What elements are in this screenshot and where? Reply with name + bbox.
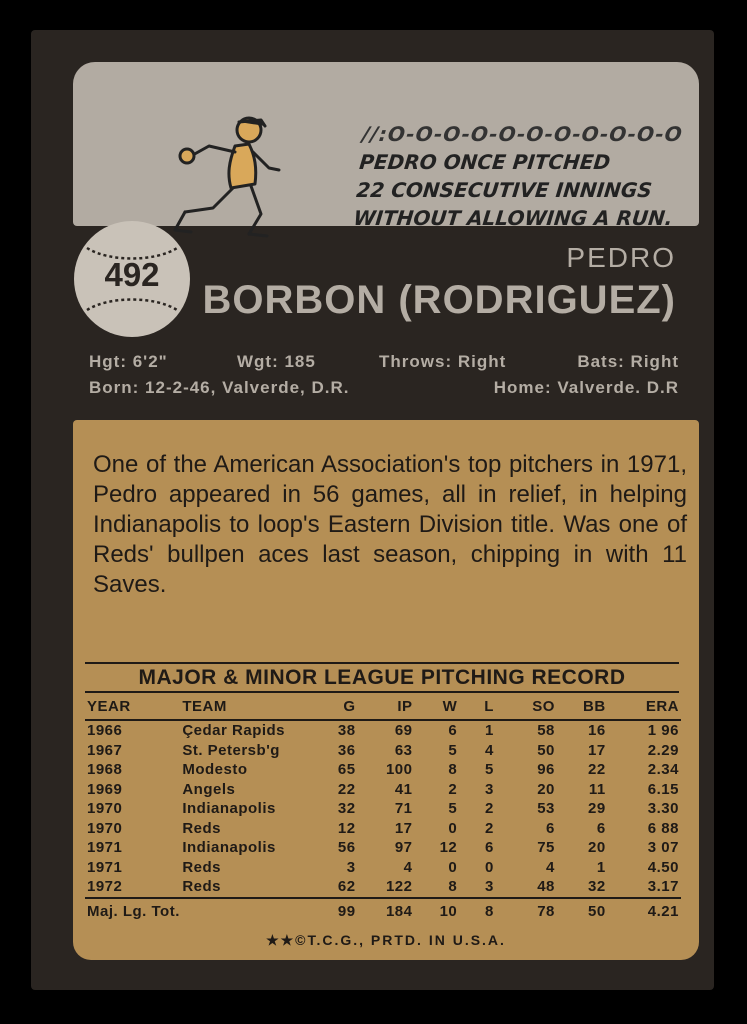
cell-ip: 100 (385, 761, 413, 779)
cell-bb: 22 (588, 761, 606, 779)
cell-bb: 32 (588, 878, 606, 896)
born: Born: 12-2-46, Valverde, D.R. (89, 378, 350, 397)
cell-total-label: Maj. Lg. Tot. (85, 898, 307, 922)
cell-year: 1967 (87, 741, 123, 759)
table-total-row (85, 898, 681, 922)
cell-g: 12 (337, 819, 356, 837)
cell-era: 2.29 (647, 741, 679, 759)
cell-so: 75 (537, 839, 555, 857)
pitching-record-table (85, 696, 681, 921)
cartoon-panel (73, 62, 699, 230)
cell-bb: 11 (588, 780, 606, 798)
cell-year: 1972 (87, 878, 123, 896)
height: Hgt: 6'2" (89, 352, 168, 371)
cell-bb: 6 (596, 819, 606, 837)
trivia-counter: //:O-O-O-O-O-O-O-O-O-O-O (361, 122, 685, 146)
cell-w: 8 (448, 878, 458, 896)
cell-bb: 17 (588, 741, 606, 759)
cell-era: 6 88 (647, 819, 679, 837)
cell-g: 62 (337, 878, 356, 896)
cell-ip: 97 (394, 839, 413, 857)
cell-ip: 4 (403, 858, 413, 876)
cell-w: 5 (448, 800, 458, 818)
cell-l: 3 (485, 878, 494, 896)
cell-l: 2 (485, 819, 494, 837)
cell-total-bb: 50 (557, 898, 608, 922)
cell-ip: 17 (394, 819, 413, 837)
cell-total-ip: 184 (358, 898, 415, 922)
header-so: SO (496, 696, 557, 720)
cell-ip: 41 (394, 780, 413, 798)
cell-team: Reds (182, 858, 222, 876)
cell-g: 36 (337, 741, 356, 759)
cell-total-so: 78 (496, 898, 557, 922)
cell-era: 3.30 (647, 800, 679, 818)
cell-ip: 71 (394, 800, 413, 818)
header-bb: BB (557, 696, 608, 720)
trivia-line: WITHOUT ALLOWING A RUN. (352, 206, 674, 230)
cell-g: 65 (337, 761, 356, 779)
bio-text: One of the American Association's top pitchers in 1971, Pedro appeared in 56 games, all in relief, in helping Indianapolis to loop's Eastern Division title. Was one of Reds' bullpen aces last season, chipping in with 11 Saves. (93, 451, 687, 598)
player-first-name: PEDRO (566, 242, 676, 273)
player-last-name: BORBON (RODRIGUEZ) (202, 278, 676, 322)
header-era: ERA (608, 696, 681, 720)
cell-year: 1970 (87, 819, 123, 837)
cell-era: 1 96 (647, 722, 679, 740)
table-body (85, 720, 681, 921)
cell-era: 2.34 (647, 761, 679, 779)
cell-team: Reds (182, 878, 222, 896)
header-ip: IP (358, 696, 415, 720)
cell-year: 1968 (87, 761, 123, 779)
copyright: ★★©T.C.G., PRTD. IN U.S.A. (266, 932, 506, 948)
cell-w: 8 (448, 761, 458, 779)
table-row (85, 760, 681, 780)
cell-total-g: 99 (307, 898, 358, 922)
header-w: W (415, 696, 460, 720)
table-row (85, 799, 681, 819)
cell-so: 58 (537, 722, 555, 740)
cell-year: 1969 (87, 780, 123, 798)
header-g: G (307, 696, 358, 720)
weight: Wgt: 185 (237, 352, 316, 371)
cell-w: 0 (448, 819, 458, 837)
cell-era: 4.50 (647, 858, 679, 876)
cell-total-era: 4.21 (608, 898, 681, 922)
bats: Bats: Right (577, 352, 679, 371)
cell-team: Angels (182, 780, 236, 798)
cell-so: 50 (537, 741, 555, 759)
table-row (85, 838, 681, 858)
cell-g: 3 (346, 858, 356, 876)
cell-so: 20 (537, 780, 555, 798)
cell-g: 56 (337, 839, 356, 857)
cell-year: 1971 (87, 839, 123, 857)
cell-year: 1970 (87, 800, 123, 818)
trivia-cartoon-text (352, 120, 744, 232)
cell-ip: 69 (394, 722, 413, 740)
cell-ip: 122 (385, 878, 413, 896)
cell-l: 3 (485, 780, 494, 798)
card-number: 492 (104, 256, 160, 293)
trivia-line: 22 CONSECUTIVE INNINGS (355, 178, 654, 202)
table-header-row (85, 696, 681, 720)
table-row (85, 780, 681, 800)
header-l: L (459, 696, 496, 720)
cell-w: 6 (448, 722, 458, 740)
cell-l: 1 (485, 722, 494, 740)
cell-l: 5 (485, 761, 494, 779)
cell-bb: 20 (588, 839, 606, 857)
cell-ip: 63 (394, 741, 413, 759)
throws: Throws: Right (379, 352, 507, 371)
table-row (85, 819, 681, 839)
cell-w: 12 (439, 839, 458, 857)
cell-l: 4 (485, 741, 494, 759)
cell-total-w: 10 (415, 898, 460, 922)
cell-team: Çedar Rapids (182, 722, 286, 740)
cell-l: 0 (485, 858, 494, 876)
cell-so: 96 (537, 761, 555, 779)
cell-l: 2 (485, 800, 494, 818)
table-row (85, 720, 681, 741)
cell-so: 6 (546, 819, 555, 837)
cell-l: 6 (485, 839, 494, 857)
cell-era: 6.15 (647, 780, 679, 798)
home: Home: Valverde. D.R (493, 378, 679, 397)
header-year: YEAR (85, 696, 164, 720)
cell-team: Indianapolis (182, 839, 276, 857)
header-team: TEAM (164, 696, 306, 720)
cell-year: 1966 (87, 722, 123, 740)
cell-total-l: 8 (459, 898, 496, 922)
table-row (85, 858, 681, 878)
cell-so: 4 (546, 858, 555, 876)
table-row (85, 741, 681, 761)
cell-bb: 29 (588, 800, 606, 818)
cell-g: 32 (337, 800, 356, 818)
cell-year: 1971 (87, 858, 123, 876)
cell-w: 2 (448, 780, 458, 798)
cell-w: 5 (448, 741, 458, 759)
cell-team: Indianapolis (182, 800, 276, 818)
cell-team: Reds (182, 819, 222, 837)
cell-bb: 1 (596, 858, 606, 876)
trivia-line: PEDRO ONCE PITCHED (358, 150, 612, 174)
cell-g: 38 (337, 722, 356, 740)
cell-g: 22 (337, 780, 356, 798)
table-row (85, 877, 681, 898)
bio-panel (73, 420, 699, 960)
card-back (31, 30, 714, 990)
cell-w: 0 (448, 858, 458, 876)
cell-bb: 16 (588, 722, 606, 740)
cell-team: St. Petersb'g (182, 741, 280, 759)
cell-team: Modesto (182, 761, 248, 779)
cell-era: 3 07 (647, 839, 679, 857)
record-title: MAJOR & MINOR LEAGUE PITCHING RECORD (85, 662, 679, 693)
cell-era: 3.17 (647, 878, 679, 896)
cell-so: 53 (537, 800, 555, 818)
cell-so: 48 (537, 878, 555, 896)
